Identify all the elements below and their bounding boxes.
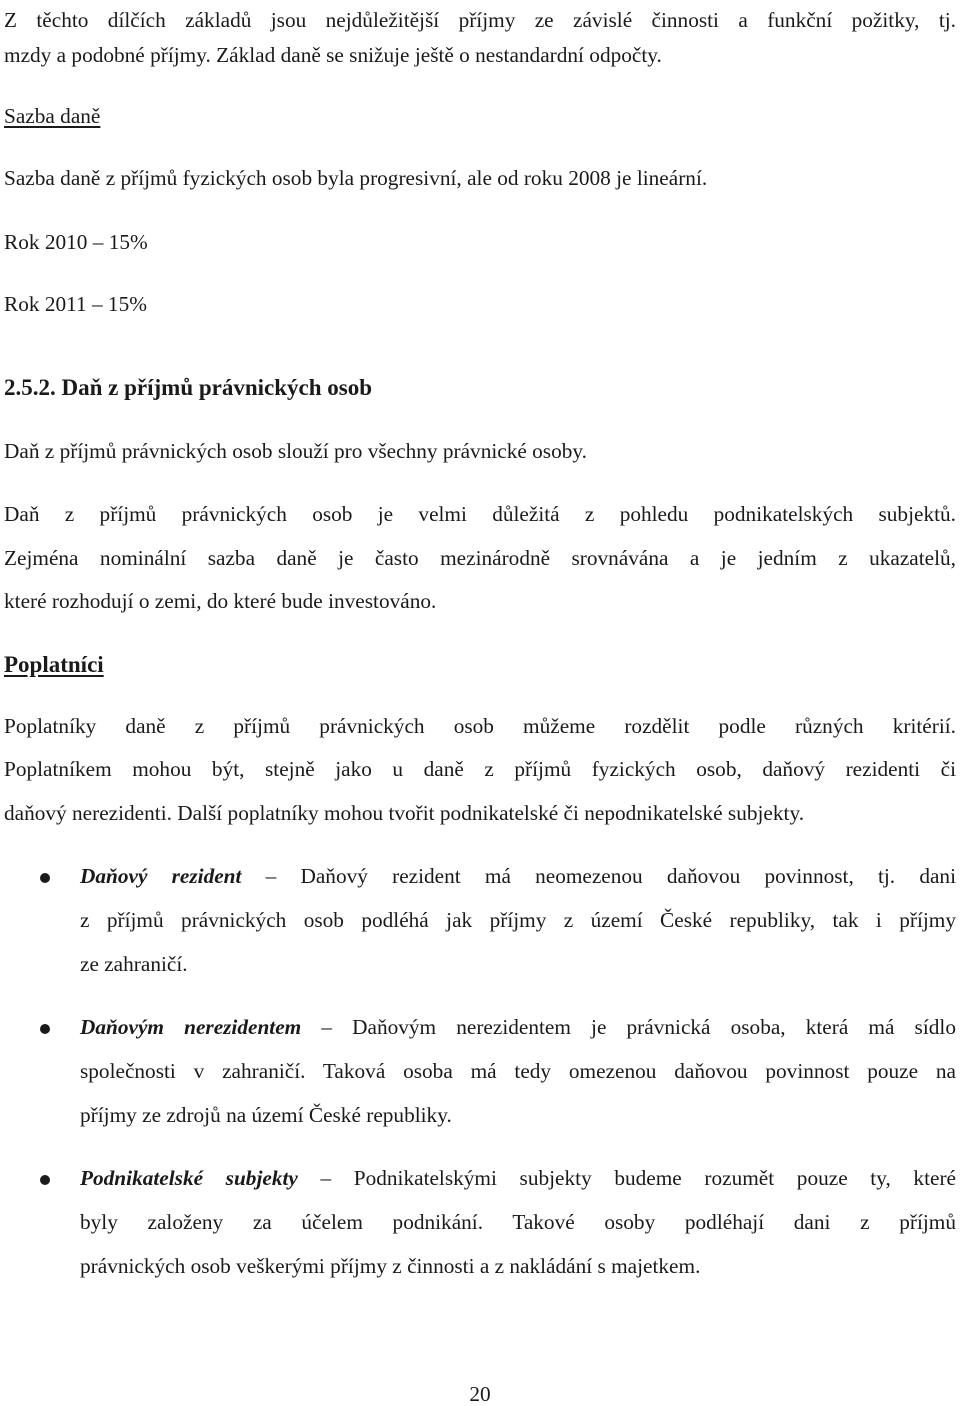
section-para-1: Daň z příjmů právnických osob slouží pro všechny právnické osoby. <box>4 439 587 463</box>
section-para-2-line-1: Daň z příjmů právnických osob je velmi důležitá z pohledu podnikatelských subjektů. <box>4 502 956 526</box>
bullet-dot <box>40 873 50 883</box>
bullet-1-line-2: z příjmů právnických osob podléhá jak příjmy z území České republiky, tak i příjmy <box>80 908 956 932</box>
bullet-3-line-1 <box>80 1168 956 1189</box>
intro-line-2: mzdy a podobné příjmy. Základ daně se snižuje ještě o nestandardní odpočty. <box>4 43 662 67</box>
poplatnici-heading: Poplatníci <box>4 652 104 677</box>
bullet-term: Podnikatelské subjekty <box>80 1166 298 1190</box>
section-heading: 2.5.2. Daň z příjmů právnických osob <box>4 375 373 400</box>
bullet-3-line-3: právnických osob veškerými příjmy z činnosti a z nakládání s majetkem. <box>80 1254 701 1278</box>
poplatnici-line-2: Poplatníkem mohou být, stejně jako u daně z příjmů fyzických osob, daňový rezidenti či <box>4 757 956 781</box>
bullet-term: Daňový rezident <box>80 864 242 888</box>
rate-2010: Rok 2010 – 15% <box>4 230 148 254</box>
poplatnici-line-3: daňový nerezidenti. Další poplatníky mohou tvořit podnikatelské či nepodnikatelské subjekty. <box>4 801 805 825</box>
sazba-text: Sazba daně z příjmů fyzických osob byla progresivní, ale od roku 2008 je lineární. <box>4 166 708 190</box>
section-para-2-line-3: které rozhodují o zemi, do které bude investováno. <box>4 589 437 613</box>
bullet-1-line-1 <box>80 866 956 887</box>
sazba-heading: Sazba daně <box>4 104 101 128</box>
bullet-3-line-2: byly založeny za účelem podnikání. Takové osoby podléhají dani z příjmů <box>80 1210 956 1234</box>
bullet-dot <box>40 1024 50 1034</box>
bullet-text: – Daňovým nerezidentem je právnická osoba, která má sídlo <box>301 1015 956 1039</box>
section-para-2-line-2: Zejména nominální sazba daně je často mezinárodně srovnávána a je jedním z ukazatelů, <box>4 546 956 570</box>
bullet-text: – Podnikatelskými subjekty budeme rozumět pouze ty, které <box>297 1166 956 1190</box>
page-number: 20 <box>469 1382 491 1406</box>
bullet-2-line-1 <box>80 1017 956 1038</box>
rate-2011: Rok 2011 – 15% <box>4 292 147 316</box>
bullet-2-line-3: příjmy ze zdrojů na území České republiky. <box>80 1103 452 1127</box>
poplatnici-line-1: Poplatníky daně z příjmů právnických osob můžeme rozdělit podle různých kritérií. <box>4 714 956 738</box>
bullet-2-line-2: společnosti v zahraničí. Taková osoba má tedy omezenou daňovou povinnost pouze na <box>80 1059 956 1083</box>
intro-line-1: Z těchto dílčích základů jsou nejdůležitější příjmy ze závislé činnosti a funkční požitky, tj. <box>4 8 956 32</box>
bullet-1-line-3: ze zahraničí. <box>80 952 188 976</box>
bullet-text: – Daňový rezident má neomezenou daňovou povinnost, tj. dani <box>241 864 956 888</box>
bullet-dot <box>40 1175 50 1185</box>
bullet-term: Daňovým nerezidentem <box>80 1015 302 1039</box>
